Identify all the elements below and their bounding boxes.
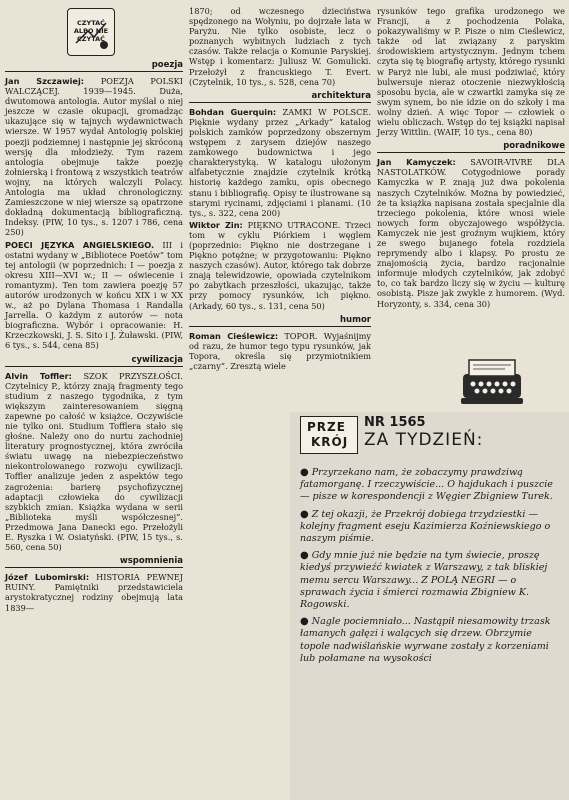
review-continuation: 1870; od wczesnego dzieciństwa spędzonego na Wołyniu, po dojrzałe lata w Paryżu. Nie tylko osobiste, lecz o poznanych wybitnych ludziach z tych czasów. Także relacja o Komunie Paryskiej. Wstęp i komentarz: Juliusz W. Gomulicki. Przełożył z francuskiego T. Evert. (Czytelnik, 10 tys., s. 528, cena 70): [189, 6, 371, 87]
review-author: POECI JĘZYKA ANGIELSKIEGO.: [5, 239, 155, 250]
logo-line-1: PRZE: [307, 420, 346, 434]
next-week-list: [300, 467, 562, 670]
review-english-poets: [5, 240, 183, 351]
review-author: Jan Szczawiej:: [5, 76, 85, 86]
section-heading-memoirs: wspomnienia: [5, 556, 183, 568]
item-text: Gdy mnie już nie będzie na tym świecie, proszę kiedyś przywieźć kwiatek z Warszawy, z tak bliskiej memu sercu Warszawy... Z POLĄ NEGRI — o sprawach życia i śmierci rozmawia Zbigniew K. Rogowski.: [300, 550, 548, 611]
bullet-icon: ●: [300, 467, 309, 478]
item-text: Przyrzekano nam, że zobaczymy prawdziwą fatamorganę. I rzeczywiście... O hajdukach i puszcie — pisze w korespondencji z Węgier Zbigniew Turek.: [300, 467, 553, 503]
next-week-title: ZA TYDZIEŃ:: [364, 430, 484, 450]
section-heading-architecture: architektura: [189, 91, 371, 103]
review-author: Bohdan Guerquin:: [189, 106, 277, 117]
next-week-header: [300, 416, 564, 456]
column-middle: [189, 6, 371, 373]
item-text: Z tej okazji, że Przekrój dobiega trzydziestki — kolejny fragment eseju Kazimierza Koźniewskiego o naszym piśmie.: [300, 508, 551, 545]
review-text: III i ostatni wydany w „Bibliotece Poetów” tom tej antologii (w poprzednich: I — poezja z okresu XIII—XVI w.; II — oświecenie i romantyzm). Ten tom zawiera poezję 57 autorów urodzonych w końcu XIX i w XX w., aż po Dylana Thomasa i Randalla Jarrella. O każdym z autorów — nota biograficzna. Wybór i opracowanie: H. Krzeczkowski, J. S. Sito i J. Żuławski. (PIW, 6 tys., s. 544, cena 85): [5, 239, 183, 351]
review-kamyczek: [377, 157, 565, 308]
item-text: Nagle pociemniało... Nastąpił niesamowity trzask łamanych gałęzi i walących się drzew. Obrzymie topole nadwiślańskie wyrwane zostały z korzeniami lub połamane na wysokości: [300, 616, 551, 664]
logo-line-2: KRÓJ: [311, 435, 349, 449]
review-toffler: [5, 371, 183, 553]
review-author: Józef Lubomirski:: [5, 572, 90, 583]
review-text: SZOK PRZYSZŁOŚCI. Czytelnicy P., którzy znają fragmenty tego studium z naszego tygodnika, z tym większym zainteresowaniem sięgną zapewne po całość w książce. Oczywiście nie tylko oni. Studium Tofflera stało się głośne. Należy ono do nurtu zachodniej literatury prognostycznej, która zwróciła światu uwagę na niebezpieczeństwo niekontrolowanego rozwoju cywilizacji. Toffler analizuje jeden z aspektów tego zagrożenia: barierę psychofizycznej adaptacji człowieka do cywilizacji szybkich zmian. Książka wydana w serii „Biblioteka myśli współczesnej”. Przedmowa Jana Danecki ego. Przełożyli E. Ryszka i W. Osiatyński. (PIW, 15 tys., s. 560, cena 50): [5, 370, 184, 553]
review-text: PIĘKNO UTRACONE. Trzeci tom w cyklu Piórkiem i węglem (poprzednio: Piękno nie dostrzegane i Piękno potężne; w przygotowaniu: Piękno naszych czasów). Autor, którego tak dobrze znają telewidzowie, opowiada czytelnikom po zabytkach przeszłości, ukazując, także przy pomocy rysunków, ich piękno. (Arkady, 60 tys., s. 131, cena 50): [189, 219, 371, 311]
review-author: Wiktor Zin:: [189, 219, 243, 230]
bullet-icon: ●: [300, 550, 309, 562]
list-item: [300, 616, 562, 665]
read-or-not-logo: [67, 8, 115, 56]
review-text: TOPOR. Wyjaśnijmy od razu, że humor tego typu rysunków, jak Topora, określa się przymiotnikiem „czarny”. Zresztą wiele: [189, 330, 372, 371]
review-cieslewicz: [189, 331, 371, 371]
section-heading-humor: humor: [189, 315, 371, 327]
review-text: ZAMKI W POLSCE. Pięknie wydany przez „Arkady” katalog polskich zamków poprzedzony obszernym wstępem z zarysem dziejów naszego zamkowego budownictwa i jego charakterystyką. W katalogu ułożonym alfabetycznie znajdzie czytelnik krótką historię każdego zamku, opis obecnego stanu i bibliografię. Opisy te ilustrowane są starymi rycinami, zdjęciami i planami. (10 tys., s. 322, cena 200): [189, 106, 372, 218]
section-heading-guides: poradnikowe: [377, 141, 565, 153]
przekroj-logo: [300, 416, 358, 454]
list-item: [300, 509, 562, 546]
review-guerquin: [189, 107, 371, 218]
bullet-icon: ●: [300, 616, 309, 628]
logo-text: CZYTAĆ ALBO NIE CZYTAĆ: [73, 19, 109, 43]
review-text: HISTORIA PEWNEJ RUINY. Pamiętniki przedstawiciela arystokratycznej rodziny obejmują lata 1839—: [5, 572, 183, 613]
list-item: [300, 467, 562, 504]
review-author: Jan Kamyczek:: [377, 157, 456, 168]
review-continuation: rysunków tego grafika urodzonego we Francji, a z pochodzenia Polaka, pokazywaliśmy w P. Pisze o nim Cieślewicz, także od lat związany z paryskim środowiskiem artystycznym. Jednym tchem czyta się tę biografię artysty, którego rysunki w Paryż nie lubi, ale musi podziwiać, który bulwersuje nieraz otoczenie niezwykłością sposobu bycia, ale w czwartki zamyka się ze swym synem, bo nie idzie on do szkoły i ma wolny dzień. A więc Topor — człowiek o wielu obliczach. Wstęp do tej książki napisał Jerzy Wittlin. (WAIF, 10 tys., cena 80): [377, 6, 565, 138]
review-zin: [189, 220, 371, 311]
typewriter-icon: [457, 352, 527, 408]
review-lubomirski: [5, 572, 183, 612]
review-text: SAVOIR-VIVRE DLA NASTOLATKÓW. Cotygodniowe porady Kamyczka w P. znają już dwa pokolenia naszych Czytelników. Można by powiedzieć, że ta książka napisana została specjalnie dla trzeciego pokolenia, które wnosi wiele nowych form obyczajowego współżycia. Kamyczek nie jest groźnym wujkiem, który ze swego bujanego fotela rozdziela reprymendy albo i klapsy. Po prostu ze znajomością życia, bardzo racjonalnie informuje młodych czytelników, jak zdobyć to, co tak bardzo liczy się w życiu — kulturę osobistą. Pisze jak zwykle z humorem. (Wyd. Horyzonty, s. 334, cena 30): [377, 157, 565, 309]
column-right: [377, 6, 565, 311]
review-text: POEZJA POLSKI WALCZĄCEJ. 1939—1945. Duża, dwutomowa antologia. Autor myślał o niej jeszcze w czasie okupacji, gromadząc ukazujące się w tajnych wydawnictwach wiersze. W 1957 wydał Antologię polskiej poezji podziemnej i następnie jej skróconą wersję dla młodzieży. Tym razem antologia obejmuje także poezję żołnierską i frontową z wszystkich teatrów wojny, na których walczyli Polacy. Antologia ma układ chronologiczny. Zamieszczone w niej wiersze są opatrzone dokładną dokumentacją bibliograficzną. Indeksy. (PIW, 10 tys., s. 1207 i 786, cena 250): [5, 76, 184, 238]
review-szczawiej: [5, 76, 183, 238]
section-heading-poetry: poezja: [5, 60, 183, 72]
section-heading-civilization: cywilizacja: [5, 355, 183, 367]
review-author: Roman Cieślewicz:: [189, 330, 279, 341]
list-item: [300, 550, 562, 611]
issue-number: NR 1565: [364, 415, 426, 430]
column-left: [5, 0, 183, 615]
review-author: Alvin Toffler:: [5, 370, 72, 381]
bullet-icon: ●: [300, 508, 309, 520]
